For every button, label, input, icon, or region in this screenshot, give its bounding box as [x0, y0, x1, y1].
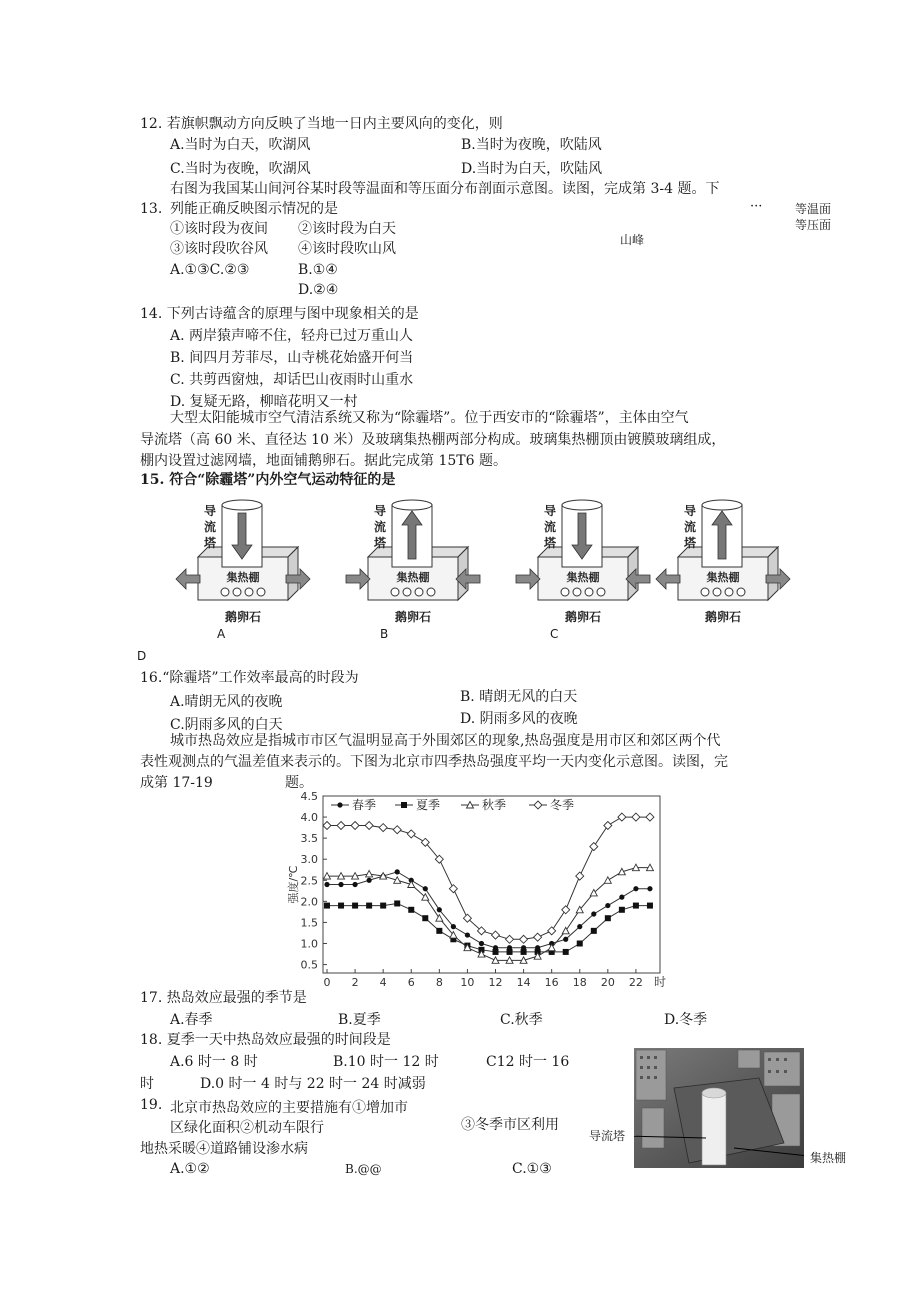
left-inflow-arrow — [516, 569, 540, 589]
point-square — [633, 903, 639, 909]
stone-label: 鹅卵石 — [564, 610, 602, 624]
photo-shed-label: 集热棚 — [810, 1151, 847, 1165]
q15-option-b-label: B — [380, 627, 389, 641]
point-dot — [479, 941, 484, 946]
pebble — [391, 588, 399, 596]
q13-option-1: ①该时段为夜间 — [170, 221, 268, 237]
tower-top — [392, 500, 432, 510]
series-line — [327, 872, 650, 948]
x-tick-label: 6 — [407, 976, 415, 988]
q17-option-b: B.夏季 — [338, 1012, 381, 1028]
point-square — [338, 903, 344, 909]
point-triangle — [436, 915, 443, 922]
point-square — [352, 903, 358, 909]
q14-option-b: B. 间四月芳菲尽，山寺桃花始盛开何当 — [170, 350, 414, 366]
point-diamond — [618, 813, 626, 821]
point-diamond — [379, 824, 387, 832]
point-square — [408, 907, 414, 913]
left-outflow-arrow — [176, 569, 200, 589]
point-dot — [563, 937, 568, 942]
q16-option-a: A.晴朗无风的夜晚 — [170, 694, 283, 710]
left-inflow-arrow — [346, 569, 370, 589]
x-tick-label: 20 — [600, 976, 615, 988]
point-triangle — [366, 870, 373, 877]
q19-option-c: C.①③ — [512, 1161, 552, 1177]
point-square — [493, 949, 499, 955]
pebble — [221, 588, 229, 596]
q13-option-ac: A.①③C.②③ — [170, 262, 250, 278]
q18-option-c-cont: 时 — [140, 1076, 154, 1092]
q12-option-a: A.当时为白天，吹湖风 — [170, 137, 311, 153]
intro-3-4-line1: 右图为我国某山间河谷某时段等温面和等压面分布剖面示意图。读图，完成第 3-4 题。下 — [170, 181, 720, 197]
q17-option-c: C.秋季 — [500, 1012, 543, 1028]
x-tick-label: 10 — [460, 976, 475, 988]
point-diamond — [520, 935, 528, 943]
diagram-c — [516, 500, 650, 624]
q12-option-c: C.当时为夜晚，吹湖风 — [170, 161, 311, 177]
x-tick-label: 2 — [351, 976, 359, 988]
q18-option-c: C12 时一 16 — [486, 1054, 570, 1070]
point-diamond — [337, 822, 345, 830]
point-dot — [465, 932, 470, 937]
q17-option-d: D.冬季 — [664, 1012, 708, 1028]
q13-option-d: D.②④ — [298, 282, 339, 298]
point-dot — [619, 895, 624, 900]
tower-label-char: 导 — [683, 504, 697, 518]
point-diamond — [590, 843, 598, 851]
tower-label-char: 导 — [373, 504, 387, 518]
q12-option-d: D.当时为白天，吹陆风 — [461, 161, 603, 177]
shed-label: 集热棚 — [566, 571, 600, 584]
x-tick-label: 18 — [572, 976, 587, 988]
point-square — [507, 949, 513, 955]
pebble — [415, 588, 423, 596]
series-line — [327, 903, 650, 951]
pebble — [427, 588, 435, 596]
point-diamond — [646, 813, 654, 821]
x-axis-label: 时 — [654, 975, 667, 988]
y-tick-label: 2.5 — [300, 874, 318, 888]
q15-option-c-label: C — [550, 627, 559, 641]
point-diamond — [534, 933, 542, 941]
q12-stem: 12. 若旗帜飘动方向反映了当地一日内主要风向的变化，则 — [140, 116, 503, 132]
y-axis-label: 强度/℃ — [287, 865, 300, 904]
point-diamond — [632, 813, 640, 821]
pebble — [737, 588, 745, 596]
diagram-b — [346, 500, 480, 624]
q18-option-d: D.0 时一 4 时与 22 时一 24 时减弱 — [200, 1076, 426, 1092]
point-dot — [324, 882, 329, 887]
pebble — [701, 588, 709, 596]
q15-diagrams — [170, 495, 810, 645]
q15-stem: 15. 符合“除霾塔”内外空气运动特征的是 — [140, 472, 396, 488]
stone-label: 鹅卵石 — [224, 610, 262, 624]
legend-isotherm: 等温面 — [795, 202, 832, 216]
point-square — [563, 949, 569, 955]
point-diamond — [534, 801, 542, 809]
point-diamond — [365, 822, 373, 830]
q13-option-3: ③该时段吹谷风 — [170, 241, 268, 257]
q14-option-d: D. 复疑无路，柳暗花明又一村 — [170, 394, 358, 410]
pebble — [597, 588, 605, 596]
passage-17-19-line1: 城市热岛效应是指城市市区气温明显高于外围郊区的现象,热岛强度是用市区和郊区两个代 — [170, 733, 721, 749]
diagram-d — [656, 500, 790, 624]
legend-label: 春季 — [352, 798, 377, 812]
point-diamond — [562, 906, 570, 914]
q19-line2b: ③冬季市区利用 — [461, 1117, 559, 1133]
tower-top — [702, 500, 742, 510]
point-square — [380, 903, 386, 909]
shed-label: 集热棚 — [396, 571, 430, 584]
point-dot — [395, 869, 400, 874]
q14-option-a: A. 两岸猿声啼不住，轻舟已过万重山人 — [170, 328, 414, 344]
q19-option-a: A.①② — [170, 1161, 210, 1177]
point-diamond — [576, 872, 584, 880]
tower-label-char: 塔 — [373, 536, 387, 550]
series-line — [327, 868, 650, 961]
stone-label: 鹅卵石 — [704, 610, 742, 624]
pebble — [561, 588, 569, 596]
point-dot — [423, 886, 428, 891]
y-tick-label: 3.5 — [300, 832, 318, 846]
y-tick-label: 0.5 — [300, 958, 318, 972]
point-dot — [367, 878, 372, 883]
x-tick-label: 8 — [435, 976, 443, 988]
x-tick-label: 14 — [516, 976, 531, 988]
point-square — [591, 928, 597, 934]
x-tick-label: 12 — [488, 976, 503, 988]
q19-number: 19. — [140, 1097, 163, 1113]
point-square — [521, 949, 527, 955]
tower-label-char: 流 — [373, 520, 387, 534]
passage-15-16-line2: 导流塔（高 60 米、直径达 10 米）及玻璃集热棚两部分构成。玻璃集热棚顶由镀膜玻璃组成， — [140, 432, 726, 448]
shed-label: 集热棚 — [226, 571, 260, 584]
photo-tower-label: 导流塔 — [589, 1129, 626, 1143]
point-diamond — [604, 822, 612, 830]
q13-option-4: ④该时段吹山风 — [298, 241, 396, 257]
series-冬季 — [323, 813, 654, 943]
q14-option-c: C. 共剪西窗烛，却话巴山夜雨时山重水 — [170, 372, 414, 388]
series-春季 — [324, 869, 652, 950]
point-square — [619, 907, 625, 913]
legend-label: 冬季 — [550, 798, 575, 812]
point-dot — [451, 924, 456, 929]
chart-legend — [331, 797, 574, 812]
x-tick-label: 0 — [323, 976, 331, 988]
tower-label-char: 塔 — [543, 536, 557, 550]
point-dot — [437, 907, 442, 912]
tower-label-char: 流 — [683, 520, 697, 534]
y-tick-label: 4.5 — [300, 790, 318, 803]
point-square — [647, 903, 653, 909]
y-tick-label: 1.5 — [300, 916, 318, 930]
y-tick-label: 1.0 — [300, 937, 318, 951]
pebble — [233, 588, 241, 596]
point-triangle — [604, 877, 611, 884]
point-diamond — [323, 822, 331, 830]
q19-line1: 北京市热岛效应的主要措施有①增加市 — [170, 1100, 408, 1116]
q16-option-d: D. 阴雨多风的夜晚 — [460, 711, 578, 727]
point-square — [436, 928, 442, 934]
shed-label: 集热棚 — [706, 571, 740, 584]
point-dot — [605, 903, 610, 908]
y-tick-label: 2.0 — [300, 895, 318, 909]
q15-option-d-label: D — [137, 649, 147, 663]
legend-dots: ··· — [750, 199, 763, 214]
shed-side — [288, 547, 298, 600]
q18-option-b: B.10 时一 12 时 — [333, 1054, 439, 1070]
y-tick-label: 3.0 — [300, 853, 318, 867]
point-square — [394, 900, 400, 906]
legend-label: 夏季 — [416, 798, 441, 812]
point-square — [577, 941, 583, 947]
point-square — [366, 903, 372, 909]
q18-option-a: A.6 时一 8 时 — [170, 1054, 258, 1070]
q15-option-a-label: A — [217, 627, 226, 641]
x-tick-label: 16 — [544, 976, 559, 988]
tower-label-char: 导 — [203, 504, 217, 518]
tower-label-char: 流 — [203, 520, 217, 534]
point-diamond — [351, 822, 359, 830]
legend-label: 秋季 — [482, 798, 507, 812]
q19-line2: 区绿化面积②机动车限行 — [170, 1120, 324, 1136]
point-dot — [577, 924, 582, 929]
q12-option-b: B.当时为夜晚，吹陆风 — [461, 137, 602, 153]
q16-stem: 16.“除霾塔”工作效率最高的时段为 — [140, 670, 359, 686]
q13-option-b: B.①④ — [298, 262, 338, 278]
point-diamond — [506, 935, 514, 943]
point-diamond — [492, 931, 500, 939]
q19-option-b: B.@@ — [345, 1162, 382, 1176]
passage-15-16-line3: 棚内设置过滤网墙，地面铺鹅卵石。据此完成第 15T6 题。 — [140, 453, 507, 469]
point-square — [324, 903, 330, 909]
pebble — [257, 588, 265, 596]
pebble — [573, 588, 581, 596]
tower-label-char: 导 — [543, 504, 557, 518]
q16-option-b: B. 晴朗无风的白天 — [460, 689, 578, 705]
tower-top — [222, 500, 262, 510]
q17-stem: 17. 热岛效应最强的季节是 — [140, 990, 307, 1006]
point-square — [605, 915, 611, 921]
y-tick-label: 4.0 — [300, 811, 318, 825]
tower-photo — [634, 1048, 804, 1168]
pebble — [403, 588, 411, 596]
x-tick-label: 4 — [379, 976, 387, 988]
passage-17-19-line3a: 成第 17-19 — [140, 775, 213, 791]
point-triangle — [562, 927, 569, 934]
point-diamond — [449, 885, 457, 893]
pebble — [713, 588, 721, 596]
pebble — [585, 588, 593, 596]
passage-15-16-line1: 大型太阳能城市空气清洁系统又称为“除霾塔”。位于西安市的“除霾塔”，主体由空气 — [170, 410, 689, 426]
passage-17-19-line3b: 题。 — [285, 775, 313, 791]
shed-side — [768, 547, 778, 600]
q14-stem: 14. 下列古诗蕴含的原理与图中现象相关的是 — [140, 306, 419, 322]
q13-number: 13. — [140, 201, 163, 217]
intro-3-4-line2: 列能正确反映图示情况的是 — [170, 201, 338, 217]
point-dot — [633, 886, 638, 891]
diagram-a — [176, 500, 310, 624]
q19-line3: 地热采暖④道路铺设渗水病 — [140, 1141, 308, 1157]
point-dot — [352, 882, 357, 887]
tower-label-char: 塔 — [203, 536, 217, 550]
tower-top — [562, 500, 602, 510]
tower-label-char: 流 — [543, 520, 557, 534]
point-square — [422, 915, 428, 921]
passage-17-19-line2: 表性观测点的气温差值来表示的。下图为北京市四季热岛强度平均一天内变化示意图。读图，完 — [140, 754, 728, 770]
point-dot — [591, 911, 596, 916]
heat-island-chart — [285, 788, 675, 988]
x-tick-label: 22 — [628, 976, 643, 988]
point-diamond — [548, 927, 556, 935]
point-dot — [337, 802, 342, 807]
point-diamond — [393, 826, 401, 834]
tower-label-char: 塔 — [683, 536, 697, 550]
pebble — [725, 588, 733, 596]
q13-option-2: ②该时段为白天 — [298, 221, 396, 237]
q17-option-a: A.春季 — [170, 1012, 213, 1028]
legend-isobar: 等压面 — [795, 218, 832, 232]
point-dot — [338, 882, 343, 887]
q18-stem: 18. 夏季一天中热岛效应最强的时间段是 — [140, 1032, 391, 1048]
point-square — [401, 802, 407, 808]
point-diamond — [407, 830, 415, 838]
left-outflow-arrow — [656, 569, 680, 589]
pebble — [245, 588, 253, 596]
tower-body — [702, 1093, 726, 1165]
point-dot — [647, 886, 652, 891]
mountain-peak-label: 山峰 — [620, 233, 645, 247]
q16-option-c: C.阴雨多风的白天 — [170, 717, 283, 733]
stone-label: 鹅卵石 — [394, 610, 432, 624]
